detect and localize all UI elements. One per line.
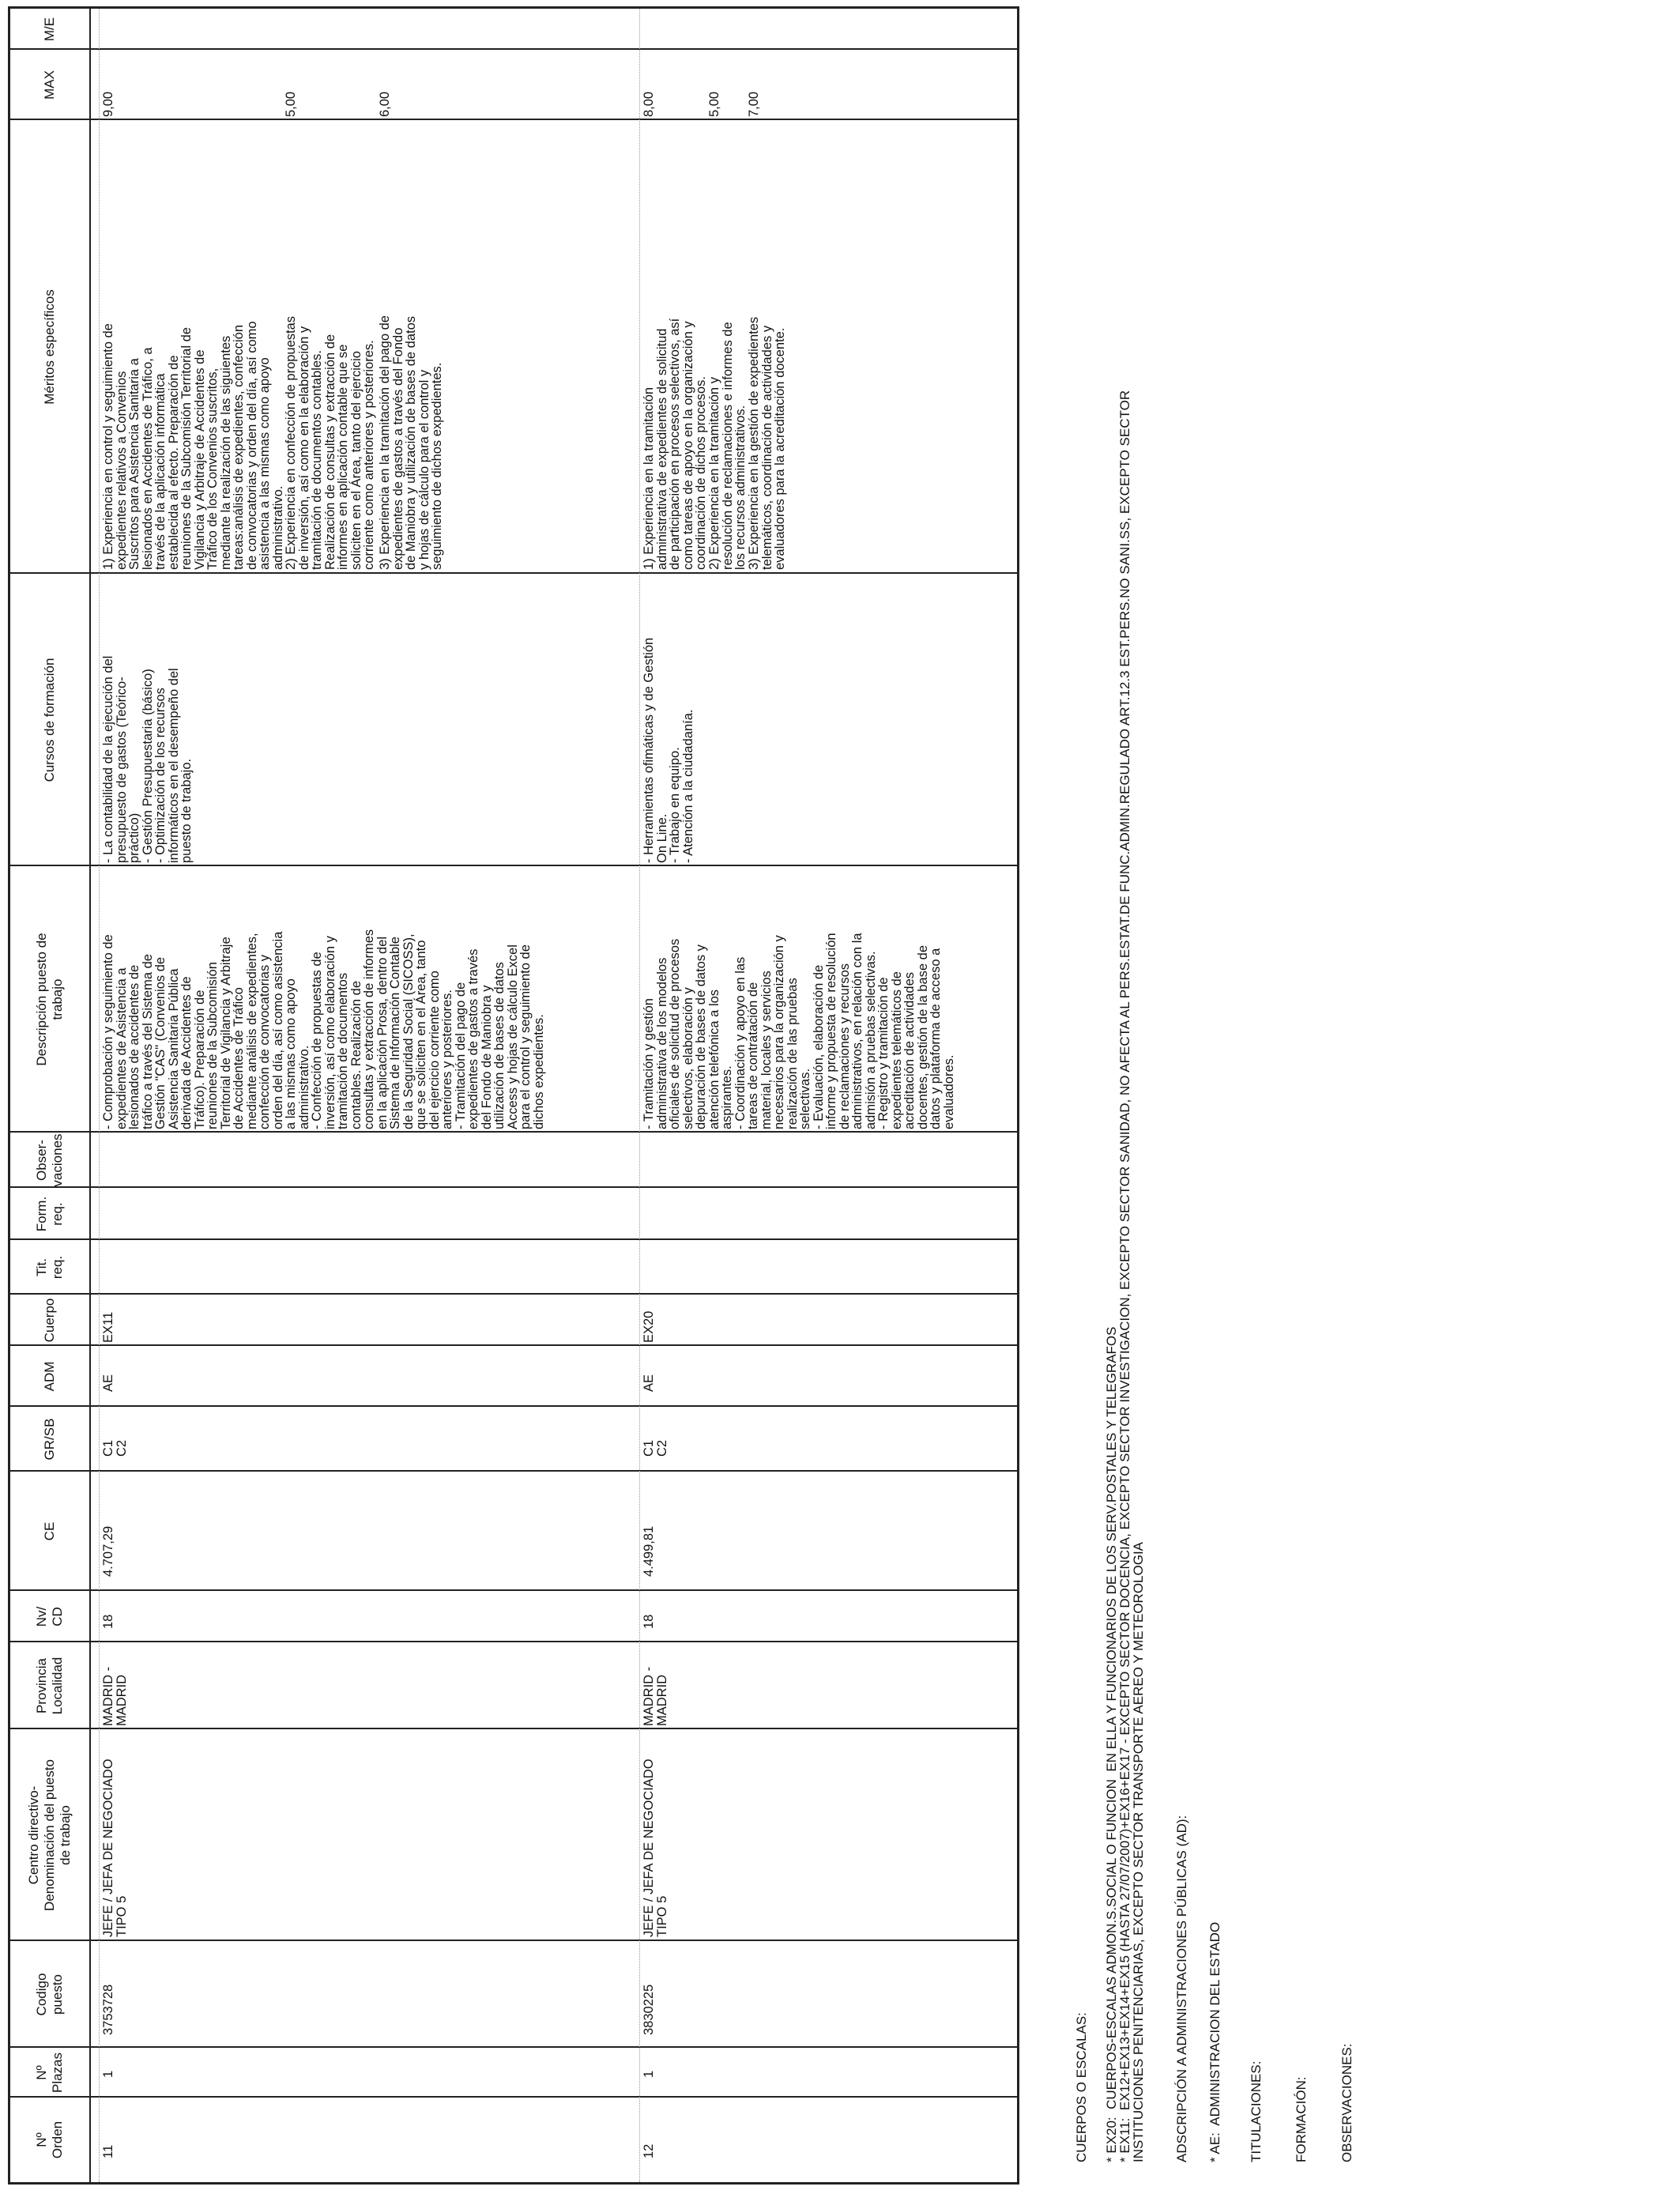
header-adm: ADM [42,1361,57,1392]
row-12-plazas: 1 [642,2070,656,2078]
header-max: MAX [42,70,57,100]
row-11-score-3: 6,00 [378,91,392,117]
row-11-score-1: 9,00 [101,91,115,117]
row-12-score-1: 8,00 [642,91,656,117]
footer-ae: * AE: ADMINISTRACION DEL ESTADO [1207,1921,1222,2162]
footer-adscripcion-title: ADSCRIPCIÓN A ADMINISTRACIONES PÚBLICAS (AD): [1174,1815,1189,2162]
row-11-cursos: - La contabilidad de la ejecución del presupuesto de gastos (Teórico- práctico) - Gestión Presupuestaria (básico) - Optimización de los recursos informáticos en el desempeño del puesto de trabajo. [101,655,194,863]
row-11-cuerpo: EX11 [101,1311,115,1343]
row-12-score-2: 5,00 [707,91,721,117]
row-12-adm: AE [642,1374,656,1392]
header-meritos: Méritos específicos [42,289,57,405]
header-nivel: Nv/ CD [34,1606,65,1627]
row-12-provincia: MADRID - MADRID [642,1666,669,1726]
header-me: M/E [42,17,57,42]
row-12-codigo: 3830225 [642,1984,656,2035]
row-11-codigo: 3753728 [101,1984,115,2035]
header-tit: Tit. req. [34,1255,65,1280]
row-12-ce: 4.499,81 [642,1525,656,1577]
row-12-centro: JEFE / JEFA DE NEGOCIADO TIPO 5 [642,1759,669,1937]
row-11-adm: AE [101,1374,115,1392]
row-12-merito-2: 2) Experiencia en la tramitación y resolución de reclamaciones e informes de los recursos administrativos. [707,322,748,570]
row-11-merito-3: 3) Experiencia en la tramitación del pago de expedientes de gastos a través del Fondo de Maniobra y utilización de bases de datos y hojas de cálculo para el control y seguimiento de dichos expedientes. [378,315,444,570]
row-11-descripcion: - Comprobación y seguimiento de expedientes de Asistencia a lesionados de accidentes de tráfico a través del Sistema de Gestión "CAS" (Convenios de Asistencia Sanitaria Pública derivada de Accidentes de Tráfico). Preparación de reuniones de la Subcomisión Territorial de Vigilancia y Arbitraje de Accidentes de Tráfico mediante análisis de expedientes, confección de convocatorias y orden del día, así como asistencia a las mismas como apoyo administrativo. - Confección de propuestas de inversión, así como elaboración y tramitación de documentos contables. Realización de consultas y extracción de informes en la aplicación Prosa, dentro del Sistema de Información Contable de la Seguridad Social (SICOSS), que se soliciten en el Área, tanto del ejercicio corriente como anteriores y posteriores. - Tramitación del pago de expedientes de gastos a través del Fondo de Maniobra y utilización de bases de datos Access y hojas de cálculo Excel para el control y seguimiento de dichos expedientes. [101,929,546,1129]
row-11-centro: JEFE / JEFA DE NEGOCIADO TIPO 5 [101,1759,129,1937]
header-ce: CE [42,1521,57,1541]
header-grsb: GR/SB [42,1418,57,1461]
row-11-score-2: 5,00 [284,91,298,117]
header-plazas: Nº Plazas [34,2052,65,2094]
header-descripcion: Descripción puesto de trabajo [34,933,65,1066]
row-12-orden: 12 [642,2143,656,2158]
footer-cuerpos-title: CUERPOS O ESCALAS: [1074,2012,1089,2162]
row-11-provincia: MADRID - MADRID [101,1666,129,1726]
row-12-merito-1: 1) Experiencia en la tramitación administrativa de expedientes de solicitud de participación en procesos selectivos, así como tareas de apoyo en la organización y coordinación de dichos procesos. [642,318,708,570]
header-cursos: Cursos de formación [42,658,57,782]
row-12-nivel: 18 [642,1614,656,1629]
row-12-cuerpo: EX20 [642,1310,656,1343]
row-12-cursos: - Herramientas ofimáticas y de Gestión On Line. - Trabajo en equipo. - Atención a la ciudadanía. [642,637,695,863]
row-12-merito-3: 3) Experiencia en la gestión de expedientes telemáticos, coordinación de actividades y evaluadores para la acreditación docente. [747,316,787,570]
row-11-merito-1: 1) Experiencia en control y seguimiento de expedientes relativos a Convenios Suscritos para Asistencia Sanitaria a lesionados en Accidentes de Tráfico, a través de la aplicación informática establecida al efecto. Preparación de reuniones de la Subcomisión Territorial de Vigilancia y Arbitraje de Accidentes de Tráfico de los Convenios suscritos, mediante la realización de las siguientes tareas:análisis de expedientes, confección de convocatorias y orden del día, así como asistencia a las mismas como apoyo administrativo. [101,321,285,570]
header-centro: Centro directivo- Denominación del puesto de trabajo [26,1759,73,1911]
header-obs: Obser- vaciones [34,1133,65,1187]
row-12-grsb: C1 C2 [642,1439,669,1457]
row-12-descripcion: - Tramitación y gestión administrativa de los modelos oficiales de solicitud de procesos selectivos, elaboración y depuración de bases de datos y atención telefónica a los aspirantes. - Coordinación y apoyo en las tareas de contratación de material, locales y servicios necesarios para la organización y realización de las pruebas selectivas. - Evaluación, elaboración de informe y propuesta de resolución de reclamaciones y recursos administrativos, en relación con la admisión a pruebas selectivas. - Registro y tramitación de expedientes telemáticos de acreditación de actividades docentes, gestión de la base de datos y plataforma de acceso a evaluadores. [642,933,956,1129]
footer-formacion: FORMACIÓN: [1294,2076,1309,2162]
row-11-grsb: C1 C2 [101,1439,129,1457]
header-form: Form. req. [34,1196,65,1232]
header-orden: Nº Orden [34,2120,65,2159]
footer-ex11-line1: * EX11: EX12+EX13+EX14+EX15 (HASTA 27/07/2007)+EX16+EX17 - EXCEPTO SECTOR DOCENCIA, EXCEPTO SECTOR INVESTIGACION, EXCEPTO SECTOR SANIDAD, NO AFECTA AL PERS.ESTAT.DE FUNC.ADMIN.REGULADO ART.12.3 EST.PERS.NO SANI.SS, EXCEPTO SECTOR [1117,390,1132,2162]
row-11-merito-2: 2) Experiencia en confección de propuestas de inversión, así como en la elaboración y tramitación de documentos contables. Realización de consultas y extracción de informes en aplicación contable que se soliciten en el Área, tanto del ejercicio corriente como anteriores y posteriores. [284,315,376,570]
footer-titulaciones: TITULACIONES: [1249,2060,1264,2162]
row-11-nivel: 18 [101,1614,115,1629]
row-12-score-3: 7,00 [747,91,761,117]
header-provincia: Provincia Localidad [34,1657,65,1715]
row-11-ce: 4.707,29 [101,1525,115,1577]
footer-ex20: * EX20: CUERPOS-ESCALAS ADMON.S.SOCIAL O FUNCION EN ELLA Y FUNCIONARIOS DE LOS SERV.POSTALES Y TELEGRAFOS [1104,1326,1119,2162]
footer-observaciones: OBSERVACIONES: [1339,2043,1354,2162]
row-11-orden: 11 [101,2144,115,2158]
footer-ex11-line2: INSTITUCIONES PENITENCIARIAS, EXCEPTO SECTOR TRANSPORTE AEREO Y METEOROLOGIA [1131,1541,1146,2162]
positions-table [8,6,1019,2185]
header-codigo: Codigo puesto [34,1973,65,2016]
row-11-plazas: 1 [101,2070,115,2078]
header-cuerpo: Cuerpo [42,1298,57,1343]
